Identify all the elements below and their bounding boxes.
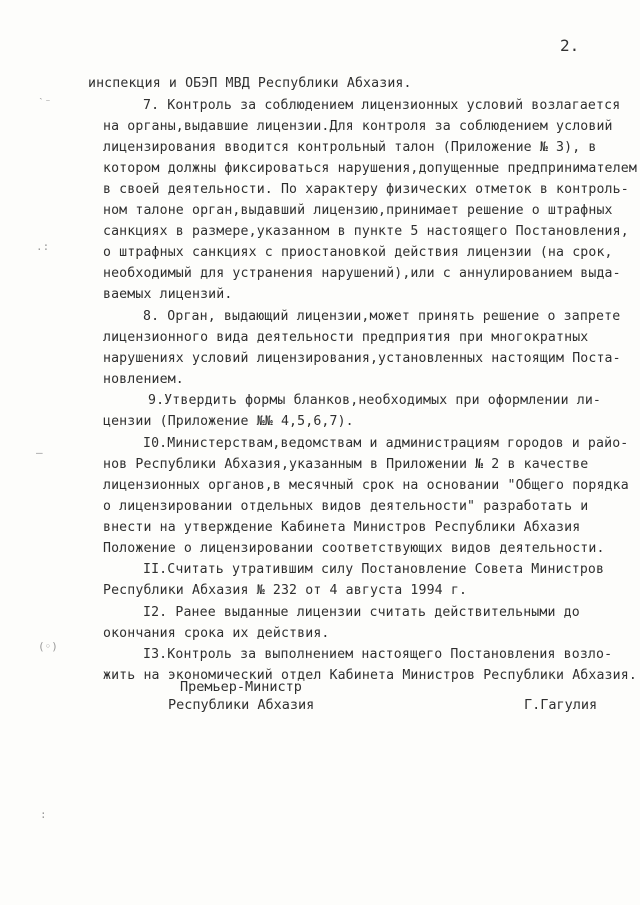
document-line: I2. Ранее выданные лицензии считать действительными до: [143, 605, 580, 620]
document-line: на органы,выдавшие лицензии.Для контроля за соблюдением условий: [103, 119, 613, 134]
document-line: инспекция и ОБЭП МВД Республики Абхазия.: [88, 76, 412, 91]
document-line: цензии (Приложение №№ 4,5,6,7).: [103, 414, 354, 429]
signature-title: Республики Абхазия: [168, 697, 315, 713]
document-line: о лицензировании отдельных видов деятельности" разработать и: [103, 499, 589, 514]
margin-mark: –: [36, 446, 43, 459]
page-number: 2.: [560, 36, 580, 55]
document-line: ном талоне орган,выдавший лицензию,принимает решение о штрафных: [103, 203, 613, 218]
document-line: лицензирования вводится контрольный талон (Приложение № 3), в: [103, 140, 597, 155]
margin-mark: ˋ⁻: [38, 96, 52, 109]
document-line: 9.Утвердить формы бланков,необходимых при оформлении ли-: [148, 393, 602, 408]
document-line: котором должны фиксироваться нарушения,допущенные предпринимателем: [103, 161, 637, 176]
signature-title: Премьер-Министр: [180, 679, 302, 695]
document-line: 8. Орган, выдающий лицензии,может принять решение о запрете: [143, 309, 621, 324]
document-line: новлением.: [103, 372, 184, 387]
document-line: I3.Контроль за выполнением настоящего Постановления возло-: [143, 647, 613, 662]
document-line: о штрафных санкциях с приостановкой действия лицензии (на срок,: [103, 245, 613, 260]
document-line: I0.Министерствам,ведомствам и администрациям городов и райо-: [143, 436, 629, 451]
document-line: необходимый для устранения нарушений),или с аннулированием выда-: [103, 266, 621, 281]
document-line: Положение о лицензировании соответствующих видов деятельности.: [103, 541, 605, 556]
document-line: ваемых лицензий.: [103, 287, 233, 302]
document-line: в своей деятельности. По характеру физических отметок в контроль-: [103, 182, 629, 197]
document-line: Республики Абхазия № 232 от 4 августа 1994 г.: [103, 583, 468, 598]
document-line: нарушениях условий лицензирования,установленных настоящим Поста-: [103, 351, 621, 366]
document-line: санкциях в размере,указанном в пункте 5 настоящего Постановления,: [103, 224, 629, 239]
signature-name: Г.Гагулия: [524, 697, 598, 713]
document-line: лицензионного вида деятельности предприятия при многократных: [103, 330, 589, 345]
margin-mark: .:: [36, 240, 50, 253]
document-line: окончания срока их действия.: [103, 626, 330, 641]
margin-mark: :: [40, 808, 47, 821]
document-line: II.Считать утратившим силу Постановление Совета Министров: [143, 562, 605, 577]
document-line: лицензионных органов,в месячный срок на основании "Общего порядка: [103, 478, 629, 493]
document-line: жить на экономический отдел Кабинета Министров Республики Абхазия.: [103, 668, 637, 683]
document-line: 7. Контроль за соблюдением лицензионных условий возлагается: [143, 98, 621, 113]
document-line: внести на утверждение Кабинета Министров Республики Абхазия: [103, 520, 581, 535]
document-line: нов Республики Абхазия,указанным в Приложении № 2 в качестве: [103, 457, 589, 472]
margin-mark: (◦): [38, 640, 58, 653]
